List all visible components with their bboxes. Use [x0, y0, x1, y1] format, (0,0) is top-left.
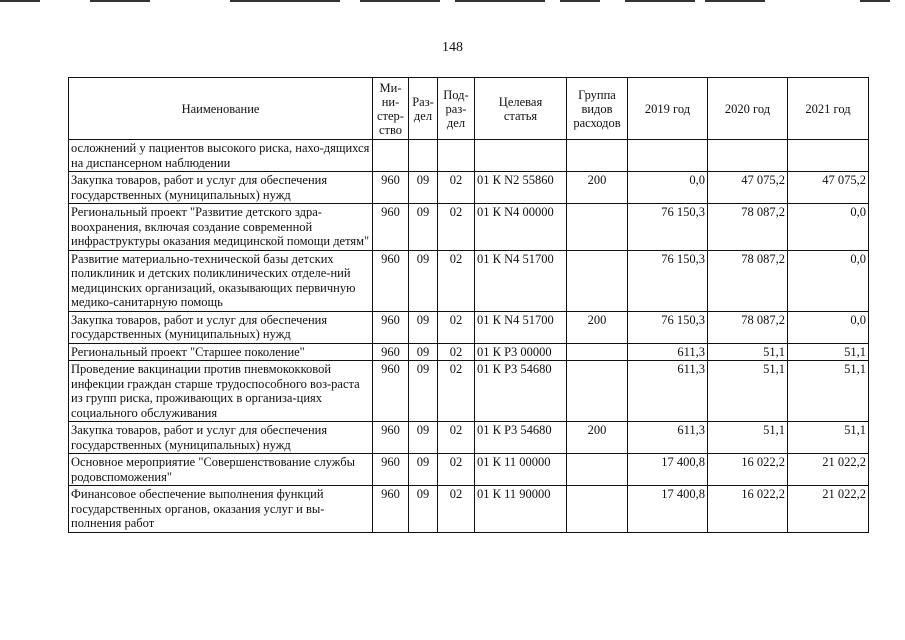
cell-expense-group	[567, 250, 628, 311]
cell-2019: 611,3	[628, 343, 708, 361]
cell-section: 09	[409, 486, 438, 533]
table-row	[69, 486, 869, 533]
table-row	[69, 311, 869, 343]
cell-ministry: 960	[373, 343, 409, 361]
cell-target-article: 01 К 11 90000	[475, 486, 567, 533]
header-2020: 2020 год	[708, 78, 788, 140]
cell-section: 09	[409, 361, 438, 422]
cell-name: Финансовое обеспечение выполнения функций государственных органов, оказания услуг и вы-полнения работ	[69, 486, 373, 533]
cell-section: 09	[409, 204, 438, 251]
table-row	[69, 204, 869, 251]
cell-target-article: 01 К N4 51700	[475, 311, 567, 343]
table-row	[69, 361, 869, 422]
header-subsection: Под-раз-дел	[438, 78, 475, 140]
cell-2020: 16 022,2	[708, 486, 788, 533]
cell-subsection	[438, 140, 475, 172]
cell-2019: 611,3	[628, 361, 708, 422]
cell-2021: 51,1	[788, 343, 869, 361]
cell-2021	[788, 140, 869, 172]
header-section: Раз-дел	[409, 78, 438, 140]
cell-section: 09	[409, 343, 438, 361]
cell-2020: 51,1	[708, 343, 788, 361]
page-number: 148	[442, 40, 463, 55]
cell-target-article: 01 К P3 54680	[475, 361, 567, 422]
cell-target-article: 01 К 11 00000	[475, 454, 567, 486]
cell-target-article: 01 К P3 54680	[475, 422, 567, 454]
cell-name: Проведение вакцинации против пневмококковой инфекции граждан старше трудоспособного воз-раста из групп риска, проживающих в организа-циях социального обслуживания	[69, 361, 373, 422]
cell-2019: 76 150,3	[628, 311, 708, 343]
cell-name: Региональный проект "Развитие детского здра-воохранения, включая создание современной инфраструктуры оказания медицинской помощи детям"	[69, 204, 373, 251]
cell-section: 09	[409, 172, 438, 204]
cell-ministry: 960	[373, 250, 409, 311]
cell-name: Региональный проект "Старшее поколение"	[69, 343, 373, 361]
cell-ministry: 960	[373, 311, 409, 343]
cell-name: Основное мероприятие "Совершенствование службы родовспоможения"	[69, 454, 373, 486]
cell-2019: 17 400,8	[628, 454, 708, 486]
header-ministry: Ми-ни-стер-ство	[373, 78, 409, 140]
cell-target-article: 01 К P3 00000	[475, 343, 567, 361]
cell-name: осложнений у пациентов высокого риска, нахо-дящихся на диспансерном наблюдении	[69, 140, 373, 172]
cell-subsection: 02	[438, 311, 475, 343]
table-row	[69, 422, 869, 454]
table-row	[69, 140, 869, 172]
cell-2019: 76 150,3	[628, 250, 708, 311]
cell-section: 09	[409, 454, 438, 486]
cell-ministry: 960	[373, 361, 409, 422]
header-target: Целевая статья	[475, 78, 567, 140]
table-row	[69, 172, 869, 204]
cell-expense-group: 200	[567, 172, 628, 204]
cell-2020: 78 087,2	[708, 250, 788, 311]
cell-expense-group	[567, 343, 628, 361]
cell-section: 09	[409, 311, 438, 343]
cell-subsection: 02	[438, 422, 475, 454]
cell-2020	[708, 140, 788, 172]
budget-table	[68, 77, 869, 533]
cell-2021: 21 022,2	[788, 454, 869, 486]
cell-2019: 76 150,3	[628, 204, 708, 251]
cell-ministry: 960	[373, 172, 409, 204]
cell-ministry: 960	[373, 486, 409, 533]
cell-2021: 0,0	[788, 250, 869, 311]
cell-section: 09	[409, 422, 438, 454]
table-row	[69, 250, 869, 311]
cell-2019: 17 400,8	[628, 486, 708, 533]
cell-ministry: 960	[373, 204, 409, 251]
cell-name: Закупка товаров, работ и услуг для обеспечения государственных (муниципальных) нужд	[69, 311, 373, 343]
cell-subsection: 02	[438, 204, 475, 251]
cell-name: Закупка товаров, работ и услуг для обеспечения государственных (муниципальных) нужд	[69, 172, 373, 204]
cell-target-article: 01 К N4 51700	[475, 250, 567, 311]
cell-section: 09	[409, 250, 438, 311]
cell-expense-group	[567, 454, 628, 486]
cell-expense-group	[567, 140, 628, 172]
cell-target-article	[475, 140, 567, 172]
cell-2020: 16 022,2	[708, 454, 788, 486]
cell-target-article: 01 К N4 00000	[475, 204, 567, 251]
header-2021: 2021 год	[788, 78, 869, 140]
cell-subsection: 02	[438, 250, 475, 311]
cell-expense-group: 200	[567, 422, 628, 454]
cell-expense-group	[567, 361, 628, 422]
cell-2019: 611,3	[628, 422, 708, 454]
table-row	[69, 343, 869, 361]
cell-2021: 51,1	[788, 361, 869, 422]
table-row	[69, 454, 869, 486]
cell-expense-group: 200	[567, 311, 628, 343]
cell-2021: 0,0	[788, 311, 869, 343]
cell-subsection: 02	[438, 486, 475, 533]
cell-subsection: 02	[438, 343, 475, 361]
cell-2019	[628, 140, 708, 172]
header-row	[69, 78, 869, 140]
cell-ministry: 960	[373, 422, 409, 454]
header-group: Группа видов расходов	[567, 78, 628, 140]
cell-target-article: 01 К N2 55860	[475, 172, 567, 204]
cell-2019: 0,0	[628, 172, 708, 204]
cell-subsection: 02	[438, 454, 475, 486]
cell-2020: 51,1	[708, 361, 788, 422]
header-2019: 2019 год	[628, 78, 708, 140]
cell-2021: 21 022,2	[788, 486, 869, 533]
header-name: Наименование	[69, 78, 373, 140]
cropped-top-edge	[0, 0, 905, 6]
cell-2020: 78 087,2	[708, 311, 788, 343]
cell-expense-group	[567, 486, 628, 533]
cell-section	[409, 140, 438, 172]
cell-2020: 47 075,2	[708, 172, 788, 204]
cell-2020: 51,1	[708, 422, 788, 454]
cell-2020: 78 087,2	[708, 204, 788, 251]
cell-ministry	[373, 140, 409, 172]
cell-name: Развитие материально-технической базы детских поликлиник и детских поликлинических отделе-ний медицинских организаций, оказывающих первичную медико-санитарную помощь	[69, 250, 373, 311]
cell-2021: 0,0	[788, 204, 869, 251]
cell-ministry: 960	[373, 454, 409, 486]
cell-name: Закупка товаров, работ и услуг для обеспечения государственных (муниципальных) нужд	[69, 422, 373, 454]
cell-2021: 47 075,2	[788, 172, 869, 204]
cell-2021: 51,1	[788, 422, 869, 454]
cell-expense-group	[567, 204, 628, 251]
cell-subsection: 02	[438, 361, 475, 422]
cell-subsection: 02	[438, 172, 475, 204]
